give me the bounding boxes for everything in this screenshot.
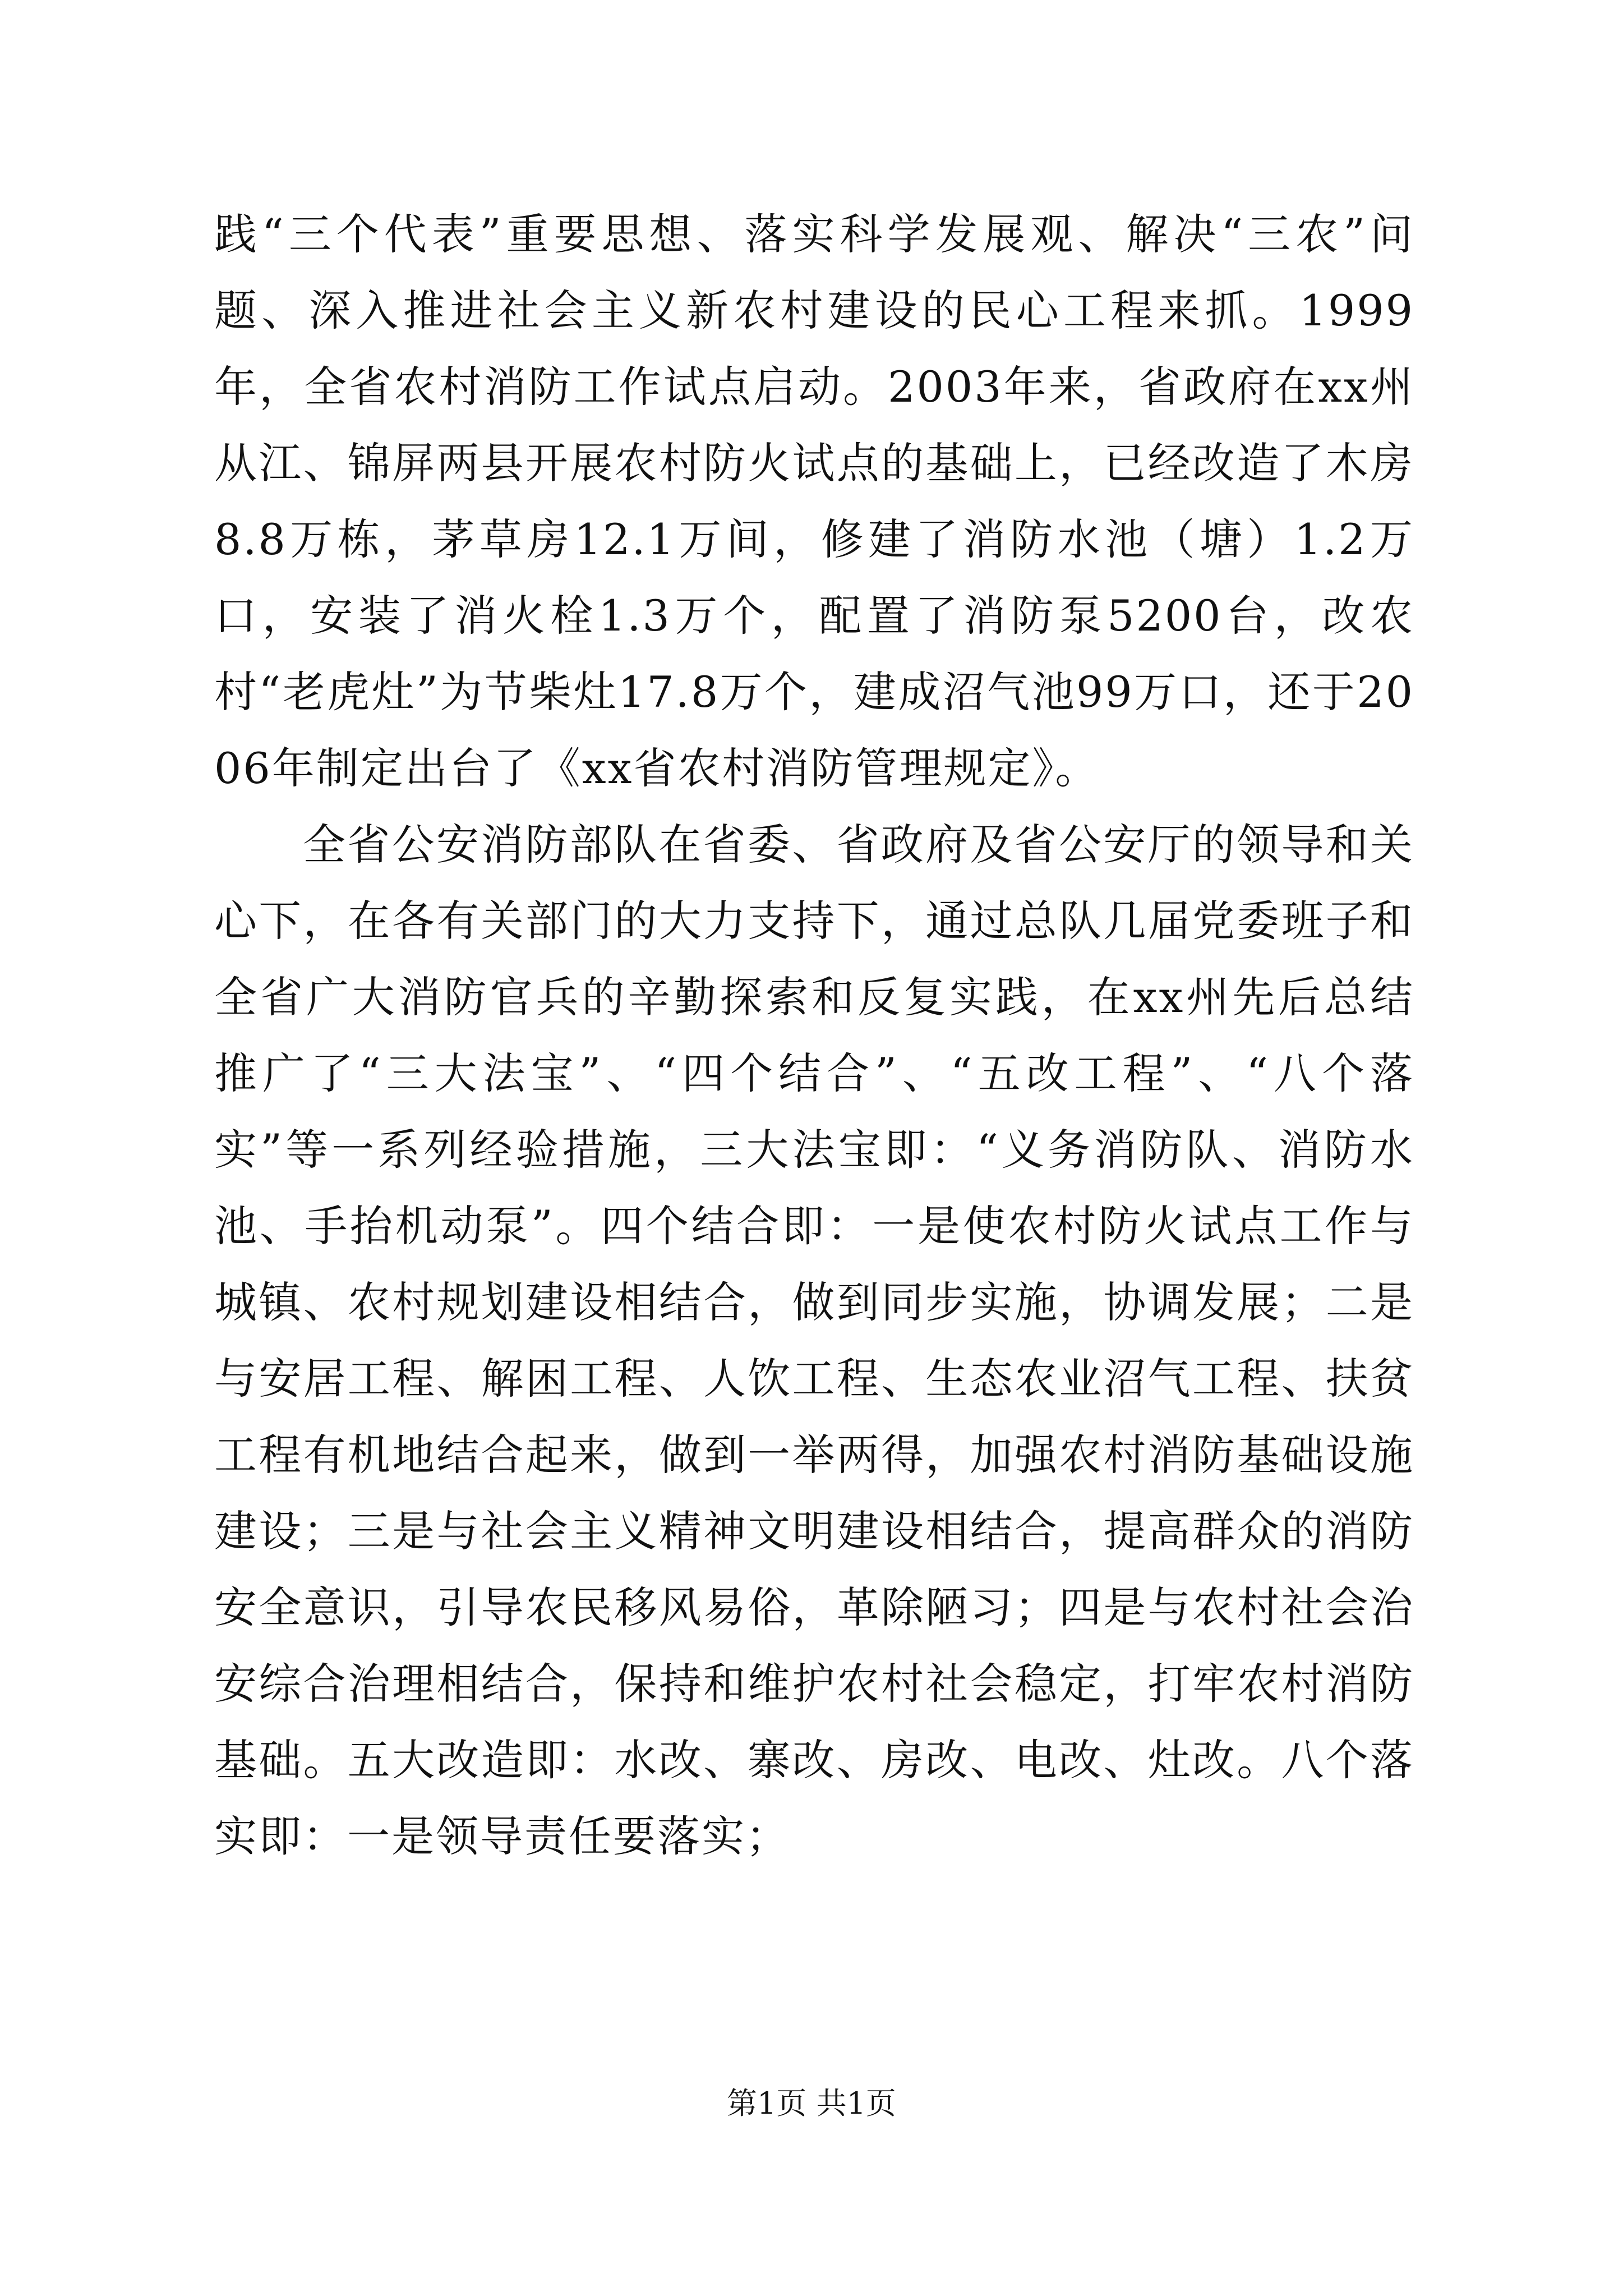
page-footer: 第1页 共1页 (727, 2086, 896, 2121)
body-paragraph-2: 全省公安消防部队在省委、省政府及省公安厅的领导和关心下，在各有关部门的大力支持下，通过总队几届党委班子和全省广大消防官兵的辛勤探索和反复实践，在xx州先后总结推广了“三大法宝”、“四个结合”、“五改工程”、“八个落实”等一系列经验措施，三大法宝即：“义务消防队、消防水池、手抬机动泵”。四个结合即：一是使农村防火试点工作与城镇、农村规划建设相结合，做到同步实施，协调发展；二是与安居工程、解困工程、人饮工程、生态农业沼气工程、扶贫工程有机地结合起来，做到一举两得，加强农村消防基础设施建设；三是与社会主义精神文明建设相结合，提高群众的消防安全意识，引导农民移风易俗，革除陋习；四是与农村社会治安综合治理相结合，保持和维护农村社会稳定，打牢农村消防基础。五大改造即：水改、寨改、房改、电改、灶改。八个落实即：一是领导责任要落实； (214, 820, 1414, 1861)
body-paragraph-1: 践“三个代表”重要思想、落实科学发展观、解决“三农”问题、深入推进社会主义新农村建设的民心工程来抓。1999年，全省农村消防工作试点启动。2003年来，省政府在xx州从江、锦屏两县开展农村防火试点的基础上，已经改造了木房8.8万栋，茅草房12.1万间，修建了消防水池（塘）1.2万口，安装了消火栓1.3万个，配置了消防泵5200台，改农村“老虎灶”为节柴灶17.8万个，建成沼气池99万口，还于2006年制定出台了《xx省农村消防管理规定》。 (214, 209, 1414, 793)
document-body (214, 196, 1414, 1875)
